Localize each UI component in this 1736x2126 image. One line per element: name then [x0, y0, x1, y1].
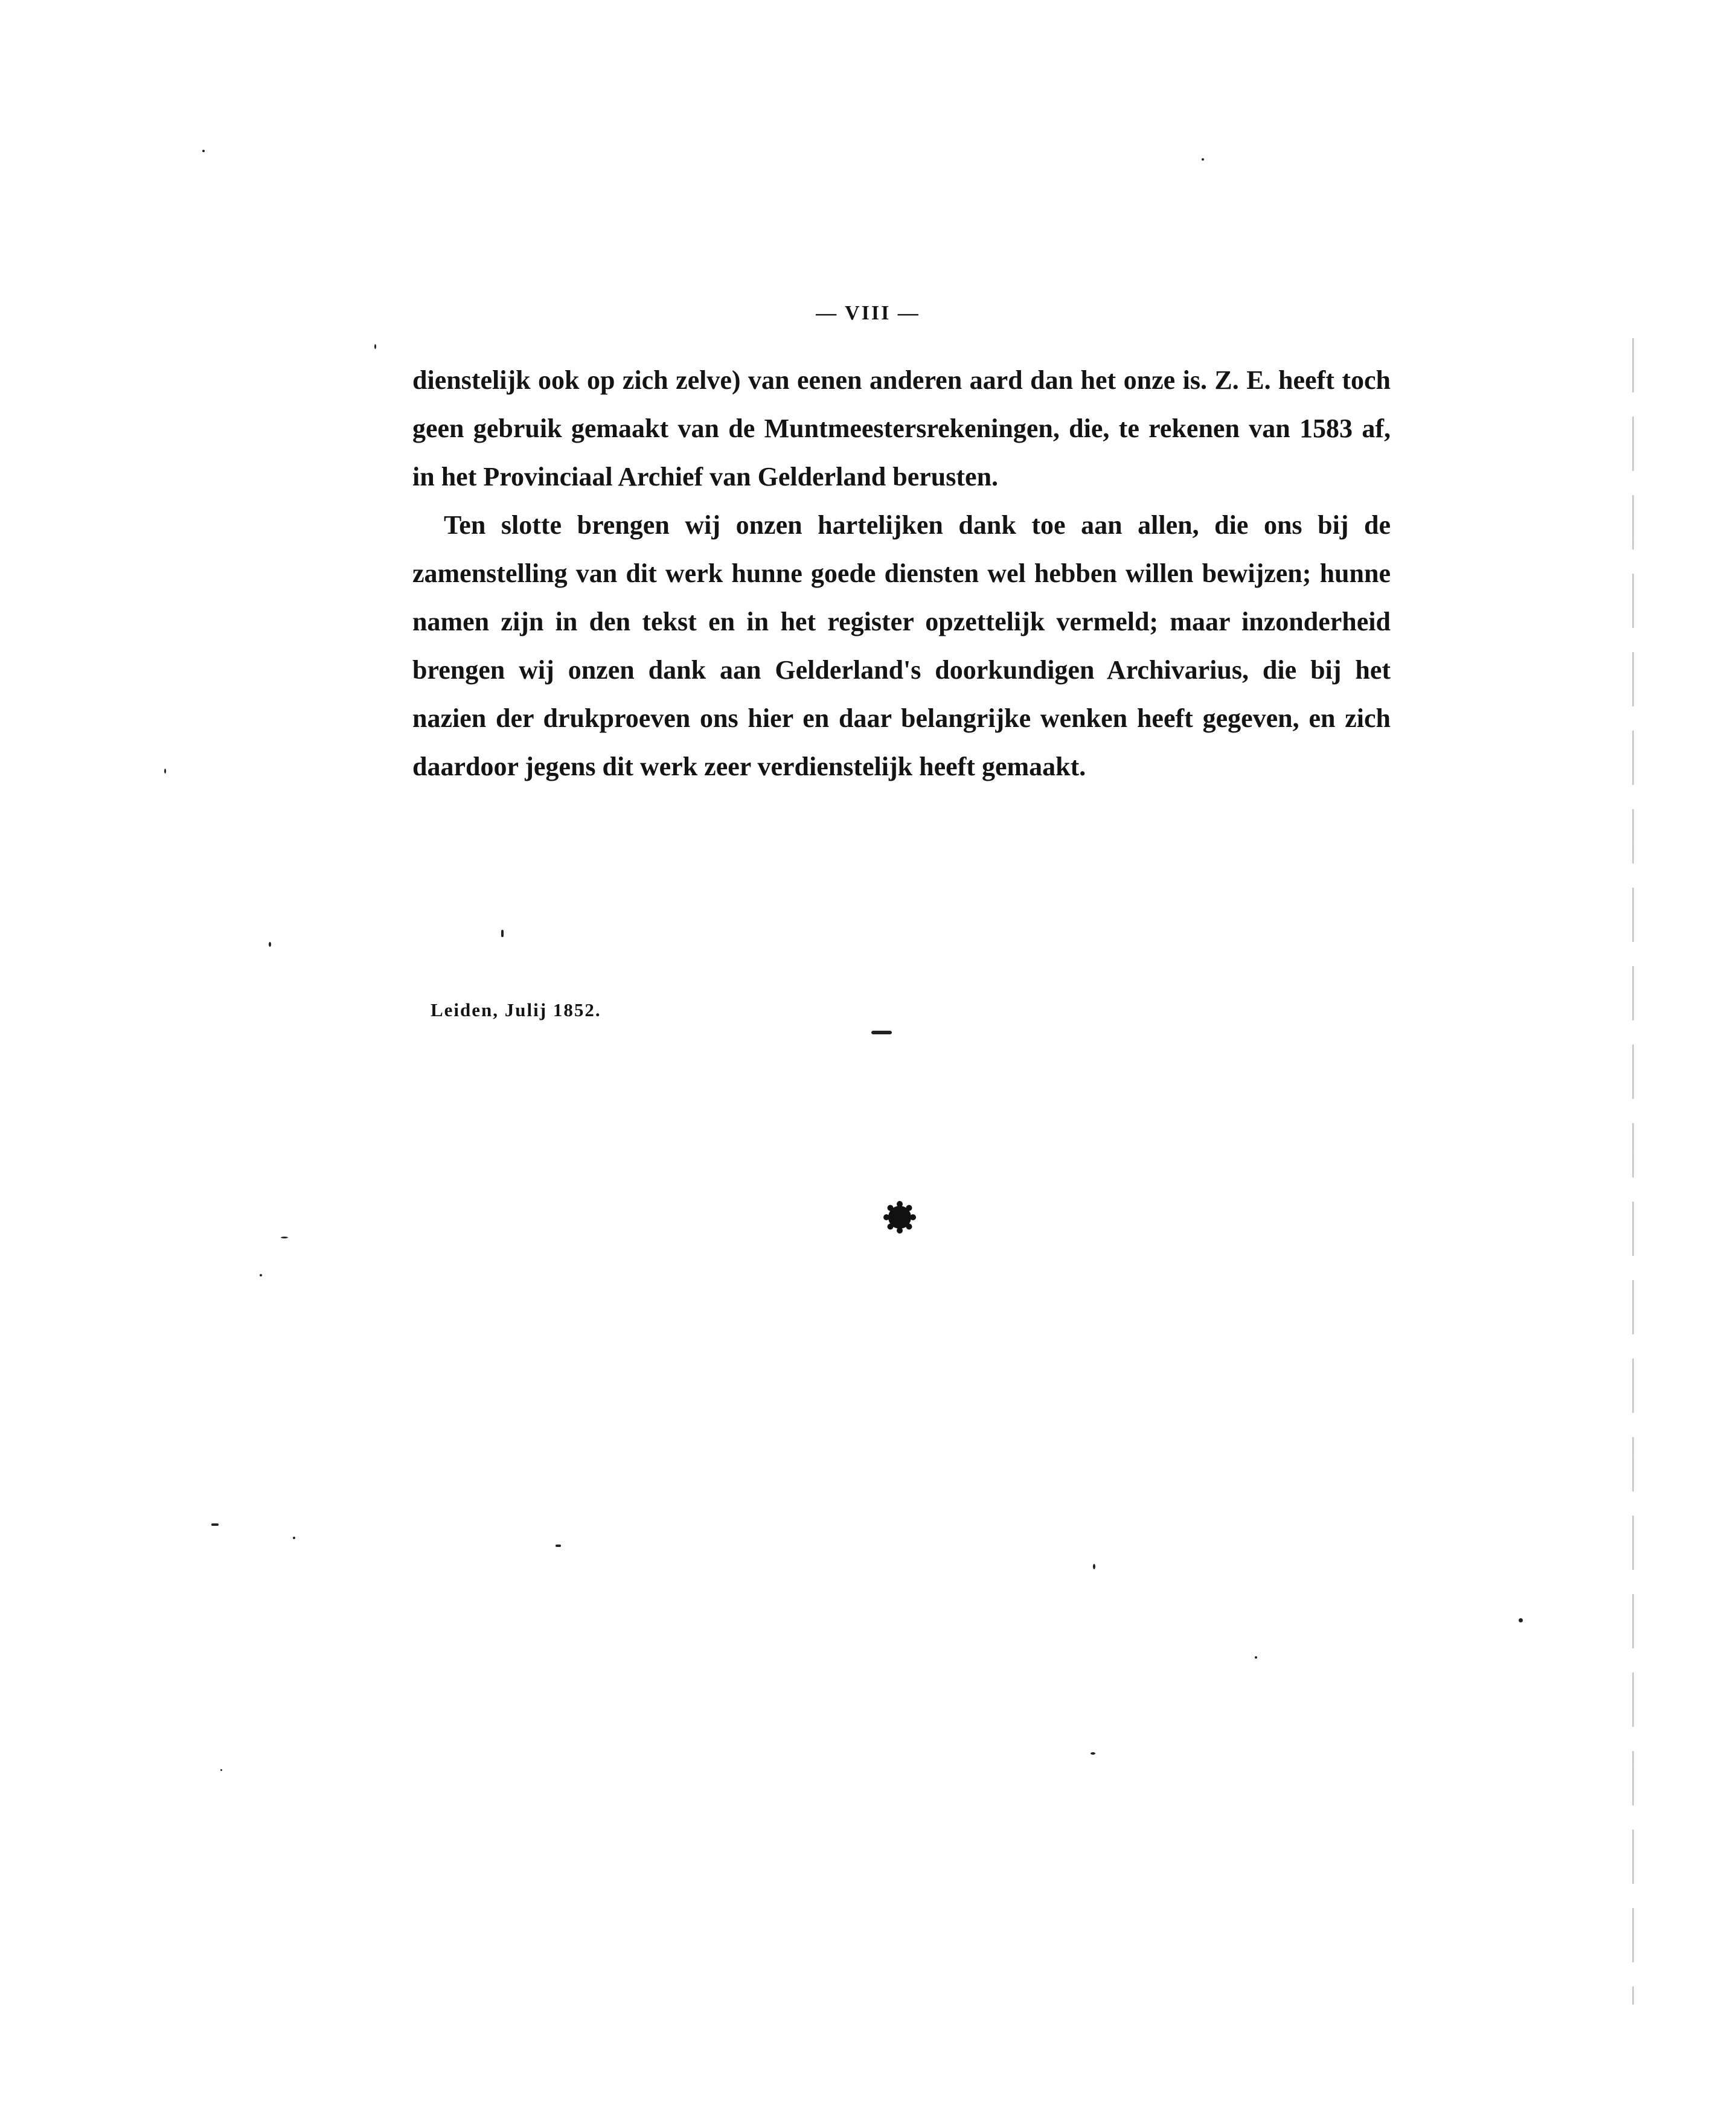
scan-speck — [871, 1031, 892, 1034]
scan-speck — [374, 344, 376, 349]
scan-speck — [202, 150, 205, 152]
rosette-ornament-icon — [883, 1200, 917, 1234]
place-date-line: Leiden, Julij 1852. — [431, 999, 601, 1020]
scan-speck — [1255, 1656, 1257, 1659]
scan-speck — [269, 942, 271, 947]
page-edge-shadow — [1632, 338, 1634, 2005]
scan-speck — [260, 1274, 262, 1276]
scan-speck — [293, 1537, 295, 1539]
scan-speck — [1091, 1752, 1095, 1755]
scan-speck — [220, 1769, 222, 1771]
paragraph-2: Ten slotte brengen wij onzen hartelijken dank toe aan allen, die ons bij de zamenstelling van dit werk hunne goede diensten wel hebben willen bewijzen; hunne namen zijn in den tekst en in het register opzettelijk vermeld; maar inzonderheid brengen wij onzen dank aan Gelderland's doorkundigen Archivarius, die bij het nazien der drukproeven ons hier en daar belangrijke wenken heeft gegeven, en zich daardoor jegens dit werk zeer verdienstelijk heeft gemaakt. — [412, 510, 1391, 781]
scan-speck — [501, 930, 504, 937]
scan-speck — [164, 769, 166, 773]
scan-speck — [281, 1237, 288, 1238]
scan-speck — [211, 1523, 219, 1526]
scan-speck — [1519, 1618, 1523, 1622]
paragraph-1: dienstelijk ook op zich zelve) van eenen anderen aard dan het onze is. Z. E. heeft toch geen gebruik gemaakt van de Muntmeestersrekeningen, die, te rekenen van 1583 af, in het Provinciaal Archief van Gelderland berusten. — [412, 365, 1391, 491]
scan-speck — [1093, 1564, 1095, 1569]
scan-speck — [556, 1545, 561, 1547]
page-number-header: — VIII — — [816, 302, 920, 324]
scan-speck — [1202, 158, 1204, 161]
body-text — [412, 356, 1391, 791]
